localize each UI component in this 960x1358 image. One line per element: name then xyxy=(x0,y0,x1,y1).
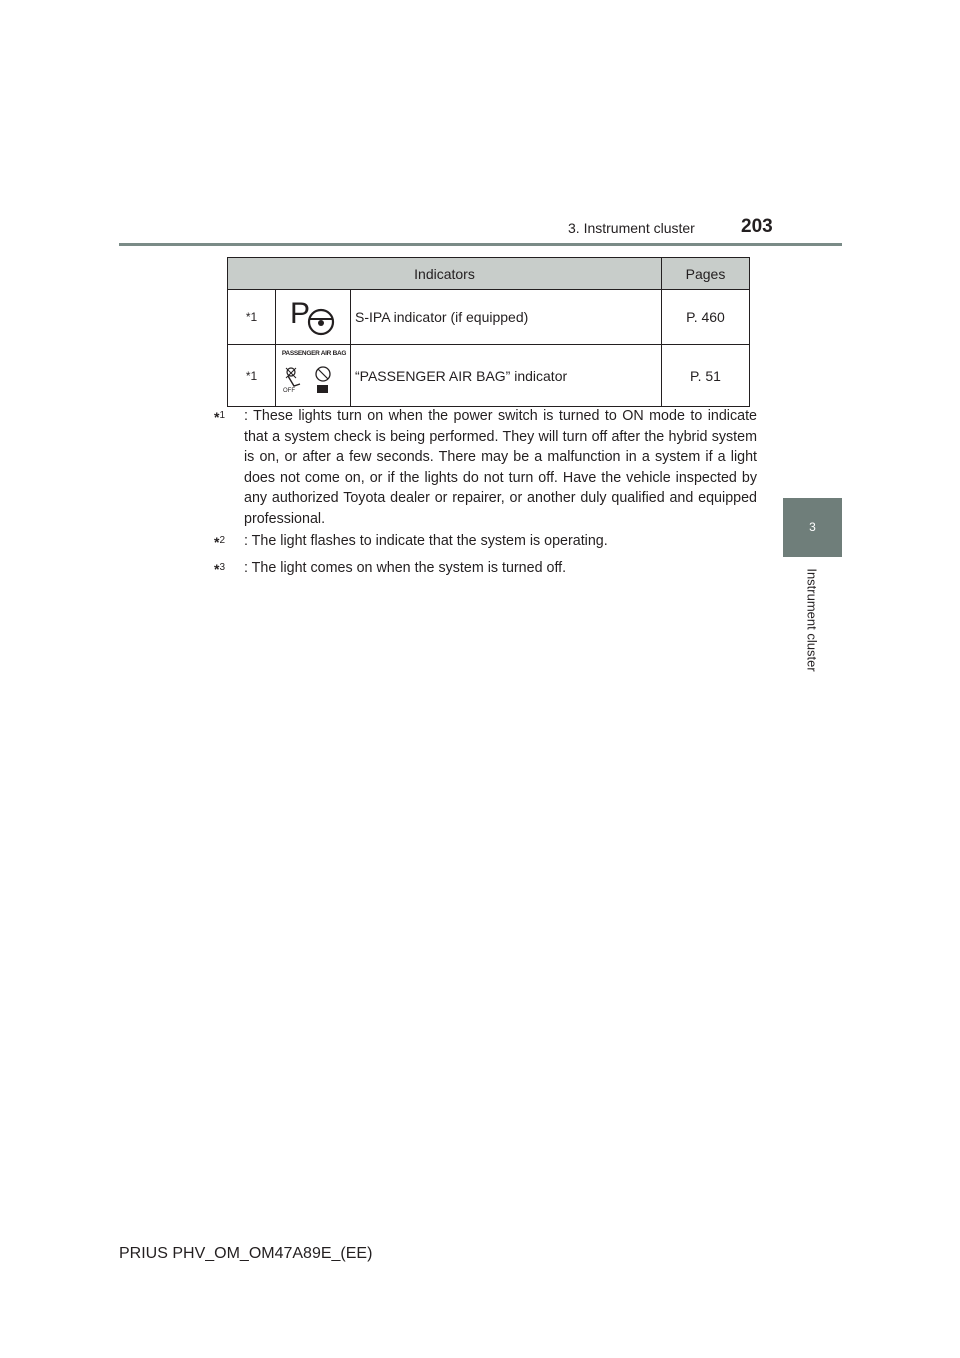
pages-header: Pages xyxy=(662,258,750,290)
table-row xyxy=(228,290,750,345)
manual-code: PRIUS PHV_OM_OM47A89E_(EE) xyxy=(119,1245,373,1262)
indicator-description: “PASSENGER AIR BAG” indicator xyxy=(351,345,662,407)
indicators-header: Indicators xyxy=(228,258,662,290)
footnote-ref: *1 xyxy=(228,345,276,407)
table-header-row xyxy=(228,258,750,290)
chapter-tab[interactable] xyxy=(783,498,842,557)
passenger-air-bag-indicator-icon xyxy=(278,350,348,398)
footnote-number: 3 xyxy=(219,562,226,573)
indicators-table xyxy=(227,257,750,407)
footnote-text: : These lights turn on when the power switch is turned to ON mode to indicate that a system check is being performed. They will turn off after the hybrid system is on, or after a few seconds. There may be a malfunction in a system if a light does not come on, or if the lights do not turn off. Have the vehicle inspected by any authorized Toyota dealer or repairer, or another duly qualified and equipped professional. xyxy=(244,408,757,527)
footnote-text: : The light flashes to indicate that the system is operating. xyxy=(244,533,608,549)
footnote-ref: *1 xyxy=(228,290,276,345)
footnote-3 xyxy=(214,558,757,579)
footnote-number: 1 xyxy=(219,410,226,421)
footnote-star: * xyxy=(214,534,220,550)
page-reference-link[interactable]: P. 51 xyxy=(662,345,750,407)
table-row xyxy=(228,345,750,407)
page-reference-link[interactable]: P. 460 xyxy=(662,290,750,345)
footnote-text: : The light comes on when the system is turned off. xyxy=(244,560,567,576)
indicator-description: S-IPA indicator (if equipped) xyxy=(351,290,662,345)
section-title: 3. Instrument cluster xyxy=(568,220,695,236)
air-bag-icon-label: PASSENGER AIR BAG xyxy=(281,350,347,357)
page-number: 203 xyxy=(741,216,773,237)
chapter-number: 3 xyxy=(809,520,816,534)
s-ipa-indicator-icon xyxy=(288,295,338,337)
svg-text:P: P xyxy=(290,296,311,330)
air-bag-icon-sub: OFF xyxy=(283,388,295,394)
footnote-star: * xyxy=(214,561,220,577)
footnote-1 xyxy=(214,406,757,529)
header-divider xyxy=(119,243,842,246)
chapter-label: Instrument cluster xyxy=(804,568,820,672)
footnote-number: 2 xyxy=(219,535,226,546)
footnote-star: * xyxy=(214,409,220,425)
footnote-2 xyxy=(214,531,757,552)
